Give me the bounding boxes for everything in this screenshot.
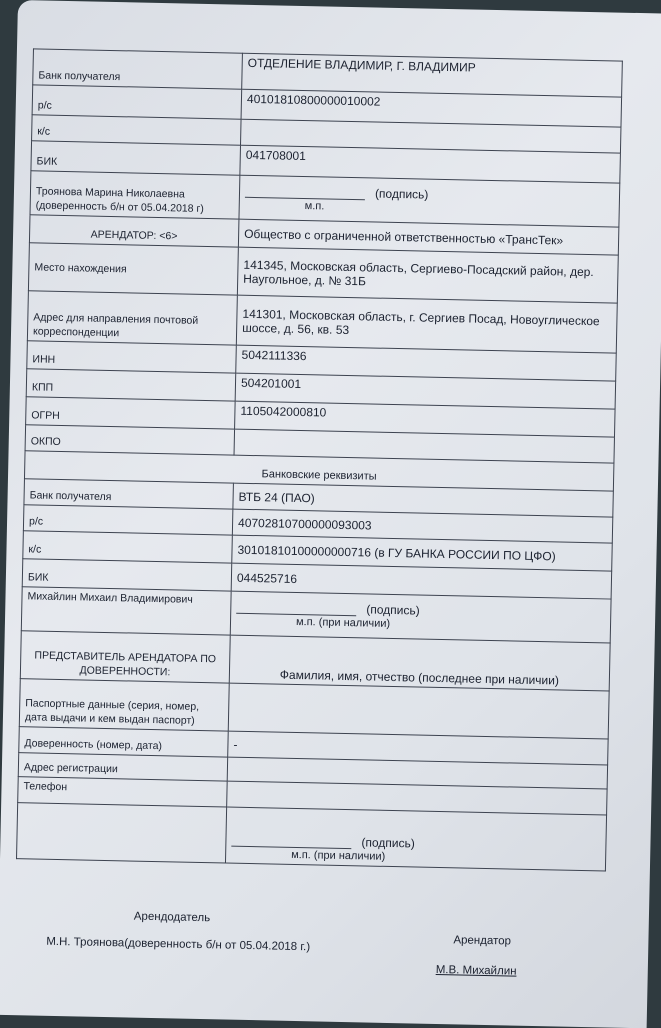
representative-passport-label: Паспортные данные (серия, номер, дата выдачи и кем выдан паспорт) (19, 679, 229, 731)
tenant-postal-value: 141301, Московская область, г. Сергиев Посад, Новоуглическое шоссе, д. 56, кв. 53 (236, 295, 617, 353)
tenant-title: Арендатор (453, 934, 512, 948)
tenant-name: М.В. Михайлин (435, 963, 517, 978)
tenant-rs-label: р/с (23, 505, 232, 535)
landlord-rs-label: р/с (32, 85, 242, 119)
tenant-postal-label: Адрес для направления почтовой корреспонденции (27, 291, 237, 345)
landlord-name: М.Н. Троянова(доверенность б/н от 05.04.2018 г.) (46, 935, 311, 954)
stamp-caption: м.п. (304, 199, 325, 212)
tenant-ks-value: 30101810100000000716 (в ГУ БАНКА РОССИИ ПО ЦФО) (232, 535, 613, 571)
tenant-bik-label: БИК (22, 559, 232, 591)
representative-proxy-label: Доверенность (номер, дата) (19, 727, 228, 757)
representative-address-label: Адрес регистрации (18, 753, 227, 781)
table-row (17, 803, 607, 871)
tenant-rs-value: 40702810700000093003 (232, 509, 612, 543)
tenant-ks-label: к/с (23, 531, 233, 563)
signature-caption: (подпись) (366, 601, 420, 618)
bank-details-title: Банковские реквизиты (24, 451, 613, 491)
stamp-caption: м.п. (при наличии) (295, 615, 391, 630)
tenant-kpp-label: КПП (26, 369, 236, 401)
tenant-location-label: Место нахождения (28, 243, 238, 295)
landlord-signature-cell (239, 175, 620, 227)
representative-header-label: ПРЕДСТАВИТЕЛЬ АРЕНДАТОРА ПО ДОВЕРЕННОСТИ: (20, 631, 230, 683)
stamp-caption: м.п. (при наличии) (291, 848, 386, 863)
tenant-bank-value: ВТБ 24 (ПАО) (233, 483, 613, 517)
representative-phone-label: Телефон (18, 777, 227, 807)
landlord-bik-value: 041708001 (240, 145, 621, 183)
tenant-bank-label: Банк получателя (24, 479, 233, 509)
landlord-signer: Троянова Марина Николаевна (доверенность б/н от 05.04.2018 г) (30, 171, 240, 219)
tenant-ogrn-label: ОГРН (26, 397, 236, 429)
tenant-location-value: 141345, Московская область, Сергиево-Посадский район, дер. Наугольное, д. № 31Б (237, 247, 618, 303)
tenant-header-value: Общество с ограниченной ответственностью «ТрансТек» (238, 219, 619, 255)
landlord-bank-label: Банк получателя (33, 49, 243, 89)
tenant-signature-cell (230, 591, 611, 643)
tenant-ogrn-value: 1105042000810 (235, 401, 616, 437)
representative-signer (17, 803, 227, 863)
tenant-okpo-label: ОКПО (25, 425, 234, 455)
landlord-title: Арендодатель (133, 910, 211, 925)
requisites-table (16, 48, 623, 871)
representative-header-value: Фамилия, имя, отчество (последнее при наличии) (229, 635, 610, 691)
signature-caption: (подпись) (374, 186, 429, 202)
tenant-header-label: АРЕНДАТОР: <6> (29, 215, 239, 247)
signature-caption: (подпись) (361, 835, 415, 851)
representative-passport-value (228, 683, 609, 739)
tenant-inn-value: 5042111336 (236, 345, 617, 381)
tenant-signer: Михайлин Михаил Владимирович (21, 587, 231, 635)
representative-proxy-value: - (228, 731, 608, 765)
representative-signature-cell (225, 807, 606, 871)
tenant-inn-label: ИНН (27, 341, 237, 373)
landlord-rs-value: 40101810800000010002 (241, 89, 622, 127)
landlord-bank-value: ОТДЕЛЕНИЕ ВЛАДИМИР, Г. ВЛАДИМИР (242, 53, 623, 97)
landlord-bik-label: БИК (31, 141, 241, 175)
landlord-ks-label: к/с (32, 115, 241, 145)
tenant-kpp-value: 504201001 (235, 373, 616, 409)
tenant-bik-value: 044525716 (231, 563, 612, 599)
